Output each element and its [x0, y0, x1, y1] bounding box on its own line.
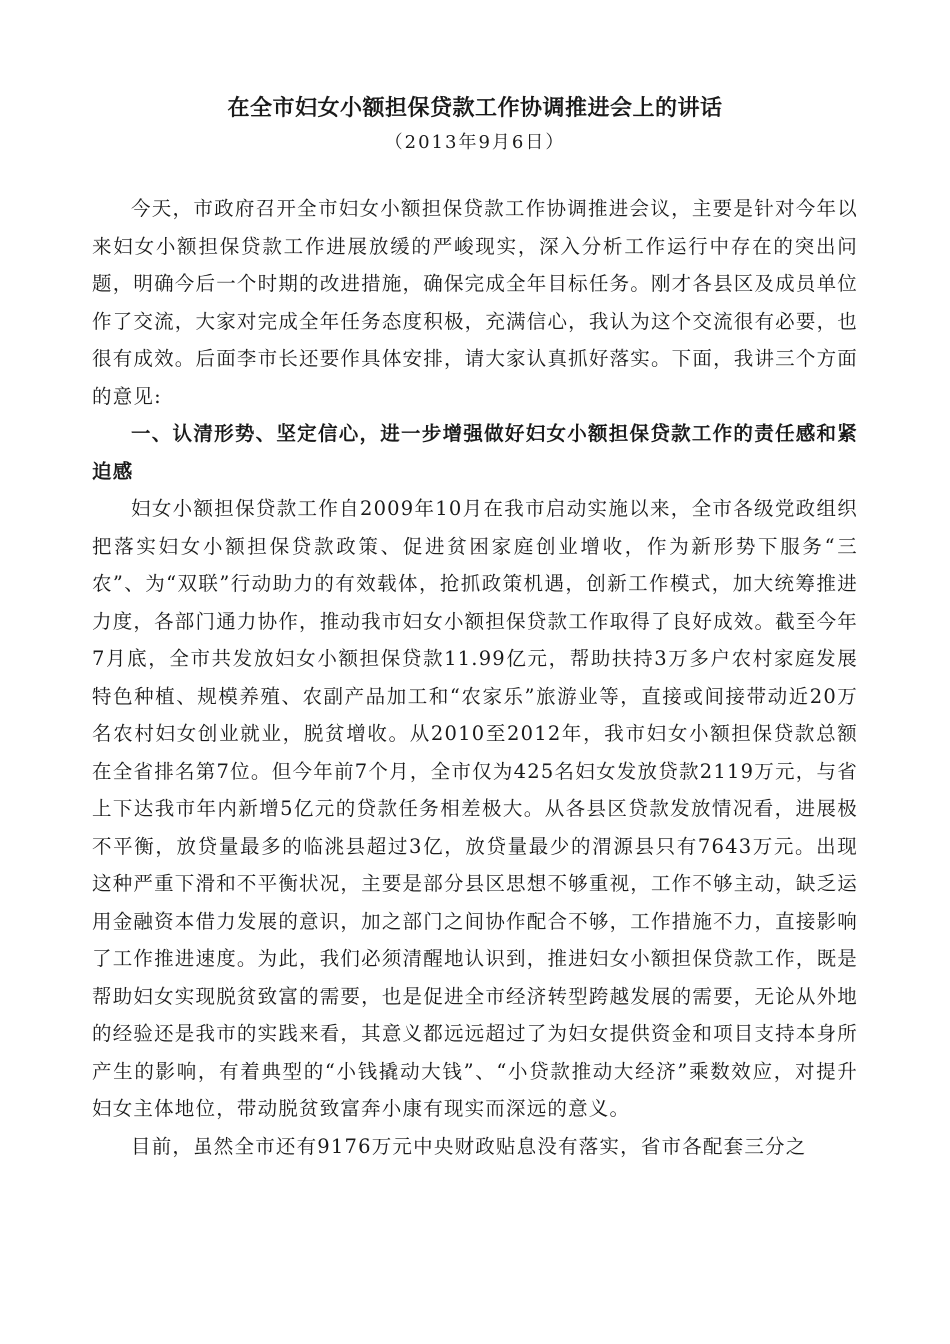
document-title: 在全市妇女小额担保贷款工作协调推进会上的讲话: [227, 95, 723, 121]
document-page: [92, 92, 858, 1165]
document-date: （2013年9月6日）: [384, 132, 566, 153]
body-paragraph-2: 目前，虽然全市还有9176万元中央财政贴息没有落实，省市各配套三分之: [131, 1134, 807, 1158]
intro-paragraph: 今天，市政府召开全市妇女小额担保贷款工作协调推进会议，主要是针对今年以来妇女小额担保贷款工作进展放缓的严峻现实，深入分析工作运行中存在的突出问题，明确今后一个时期的改进措施，确保完成全年目标任务。刚才各县区及成员单位作了交流，大家对完成全年任务态度积极，充满信心，我认为这个交流很有必要，也很有成效。后面李市长还要作具体安排，请大家认真抓好落实。下面，我讲三个方面的意见:: [92, 197, 858, 408]
section-heading-1: 一、认清形势、坚定信心，进一步增强做好妇女小额担保贷款工作的责任感和紧迫感: [92, 422, 858, 483]
body-paragraph-1: 妇女小额担保贷款工作自2009年10月在我市启动实施以来，全市各级党政组织把落实妇女小额担保贷款政策、促进贫困家庭创业增收，作为新形势下服务“三农”、为“双联”行动助力的有效载体，抢抓政策机遇，创新工作模式，加大统筹推进力度，各部门通力协作，推动我市妇女小额担保贷款工作取得了良好成效。截至今年7月底，全市共发放妇女小额担保贷款11.99亿元，帮助扶持3万多户农村家庭发展特色种植、规模养殖、农副产品加工和“农家乐”旅游业等，直接或间接带动近20万名农村妇女创业就业，脱贫增收。从2010至2012年，我市妇女小额担保贷款总额在全省排名第7位。但今年前7个月，全市仅为425名妇女发放贷款2119万元，与省上下达我市年内新增5亿元的贷款任务相差极大。从各县区贷款发放情况看，进展极不平衡，放贷量最多的临洮县超过3亿，放贷量最少的渭源县只有7643万元。出现这种严重下滑和不平衡状况，主要是部分县区思想不够重视，工作不够主动，缺乏运用金融资本借力发展的意识，加之部门之间协作配合不够，工作措施不力，直接影响了工作推进速度。为此，我们必须清醒地认识到，推进妇女小额担保贷款工作，既是帮助妇女实现脱贫致富的需要，也是促进全市经济转型跨越发展的需要，无论从外地的经验还是我市的实践来看，其意义都远远超过了为妇女提供资金和项目支持本身所产生的影响，有着典型的“小钱撬动大钱”、“小贷款推动大经济”乘数效应，对提升妇女主体地位，带动脱贫致富奔小康有现实而深远的意义。: [92, 497, 858, 1120]
